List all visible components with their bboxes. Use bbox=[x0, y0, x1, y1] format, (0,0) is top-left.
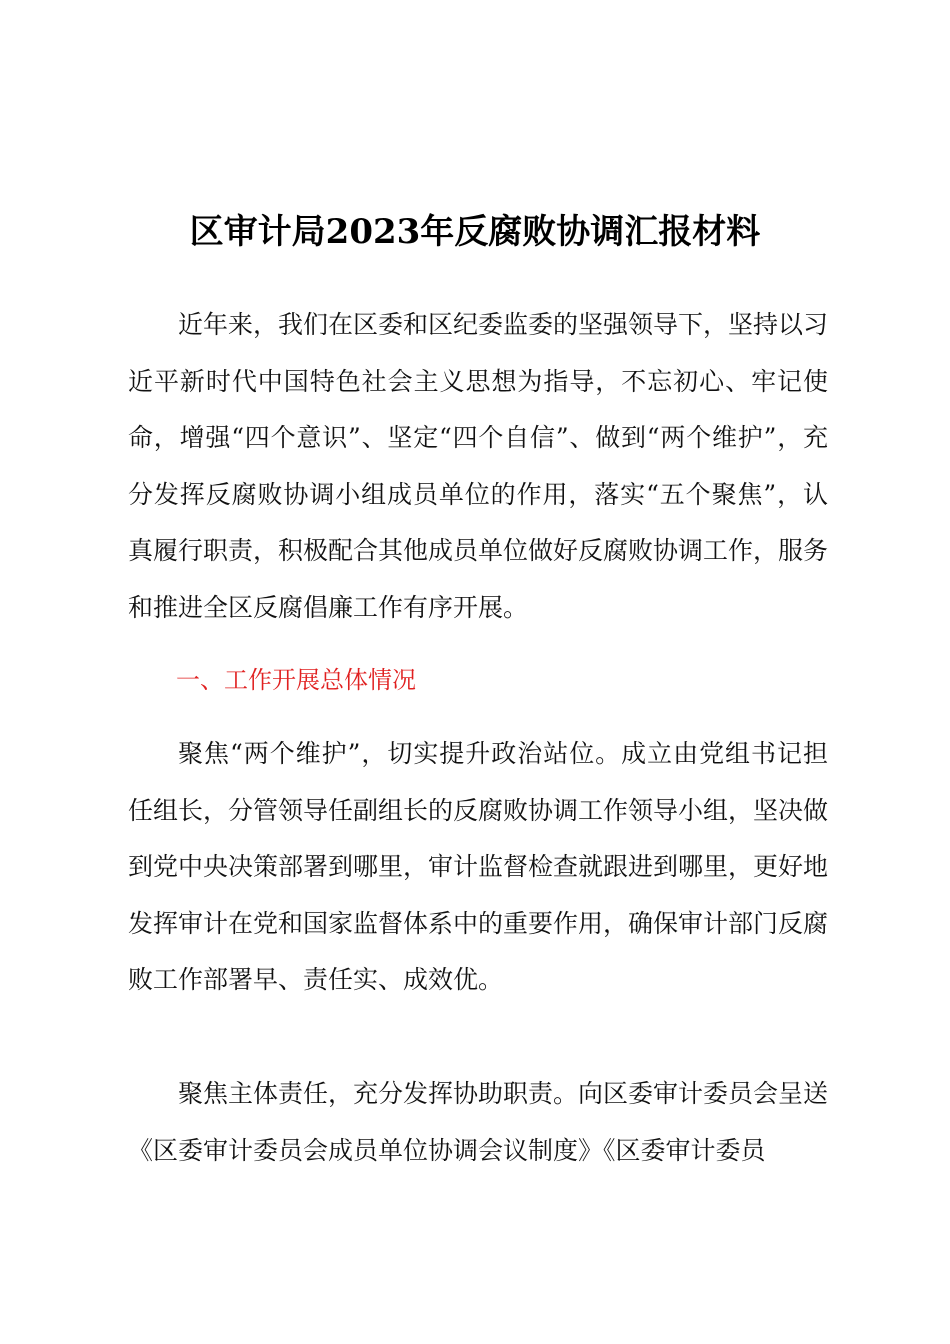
body-paragraph: 聚焦“两个维护”，切实提升政治站位。成立由党组书记担任组长，分管领导任副组长的反腐败协调工作领导小组，坚决做到党中央决策部署到哪里，审计监督检查就跟进到哪里，更好地发挥审计在党和国家监督体系中的重要作用，确保审计部门反腐败工作部署早、责任实、成效优。 bbox=[128, 739, 829, 995]
document-title: 区审计局2023年反腐败协调汇报材料 bbox=[189, 212, 761, 252]
section-heading: 一、工作开展总体情况 bbox=[176, 666, 416, 694]
intro-paragraph: 近年来，我们在区委和区纪委监委的坚强领导下，坚持以习近平新时代中国特色社会主义思想为指导，不忘初心、牢记使命，增强“四个意识”、坚定“四个自信”、做到“两个维护”，充分发挥反腐败协调小组成员单位的作用，落实“五个聚焦”，认真履行职责，积极配合其他成员单位做好反腐败协调工作，服务和推进全区反腐倡廉工作有序开展。 bbox=[128, 310, 829, 622]
body-paragraph: 聚焦主体责任，充分发挥协助职责。向区委审计委员会呈送《区委审计委员会成员单位协调会议制度》《区委审计委员 bbox=[128, 1079, 829, 1165]
